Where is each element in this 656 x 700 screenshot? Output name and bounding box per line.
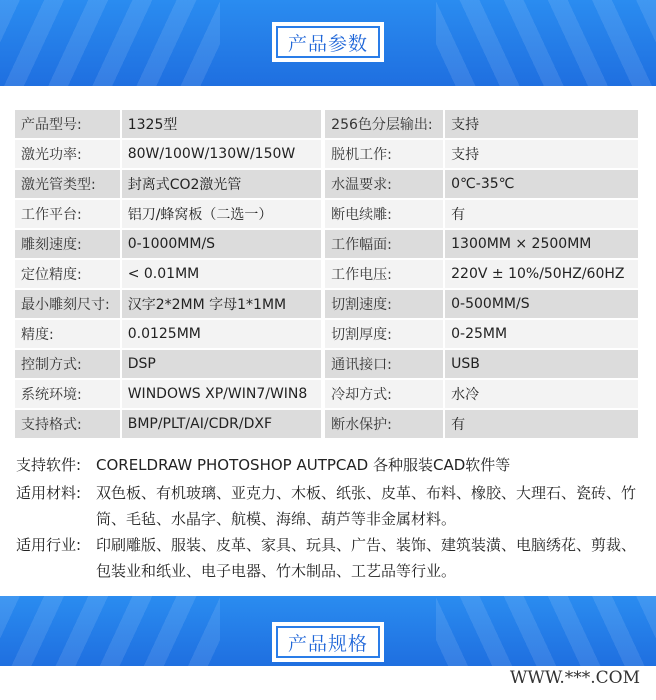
- materials-text: 双色板、有机玻璃、亚克力、木板、纸张、皮革、布料、橡胶、大理石、瓷砖、竹筒、毛毡、水晶字、航模、海绵、葫芦等非金属材料。: [96, 484, 637, 528]
- industries-label: 适用行业:: [16, 536, 82, 554]
- spec-value: 封离式CO2激光管: [120, 170, 325, 198]
- spec-label: 产品型号:: [15, 110, 120, 138]
- footer-title-box: [272, 622, 384, 662]
- spec-row: [15, 320, 638, 348]
- spec-label: 切割速度:: [325, 290, 443, 318]
- spec-value: 水冷: [443, 380, 638, 408]
- spec-value: 80W/100W/130W/150W: [120, 140, 325, 168]
- spec-value: 220V ± 10%/50HZ/60HZ: [443, 260, 638, 288]
- spec-label: 工作幅面:: [325, 230, 443, 258]
- software-text: CORELDRAW PHOTOSHOP AUTPCAD 各种服装CAD软件等: [96, 456, 511, 474]
- spec-value: 支持: [443, 140, 638, 168]
- spec-label: 工作电压:: [325, 260, 443, 288]
- spec-value: 0-1000MM/S: [120, 230, 325, 258]
- spec-row: [15, 350, 638, 378]
- spec-label: 断水保护:: [325, 410, 443, 438]
- spec-label: 激光功率:: [15, 140, 120, 168]
- materials-label: 适用材料:: [16, 484, 82, 502]
- spec-row: [15, 290, 638, 318]
- spec-value: 1300MM × 2500MM: [443, 230, 638, 258]
- spec-row: [15, 170, 638, 198]
- spec-label: 断电续雕:: [325, 200, 443, 228]
- spec-label: 通讯接口:: [325, 350, 443, 378]
- spec-value: 汉字2*2MM 字母1*1MM: [120, 290, 325, 318]
- spec-row: [15, 110, 638, 138]
- spec-label: 最小雕刻尺寸:: [15, 290, 120, 318]
- spec-row: [15, 230, 638, 258]
- software-section: [16, 452, 646, 478]
- spec-label: 冷却方式:: [325, 380, 443, 408]
- spec-value: WINDOWS XP/WIN7/WIN8: [120, 380, 325, 408]
- spec-label: 精度:: [15, 320, 120, 348]
- spec-value: 有: [443, 200, 638, 228]
- spec-value: 有: [443, 410, 638, 438]
- spec-table: [15, 108, 638, 440]
- section-title: 产品参数: [276, 26, 380, 58]
- spec-row: [15, 380, 638, 408]
- industries-text: 印刷雕版、服装、皮革、家具、玩具、广告、装饰、建筑装潢、电脑绣花、剪裁、包装业和纸业、电子电器、竹木制品、工艺品等行业。: [96, 536, 637, 580]
- spec-value: 0.0125MM: [120, 320, 325, 348]
- spec-label: 控制方式:: [15, 350, 120, 378]
- spec-value: DSP: [120, 350, 325, 378]
- spec-value: 0℃-35℃: [443, 170, 638, 198]
- spec-row: [15, 260, 638, 288]
- spec-value: BMP/PLT/AI/CDR/DXF: [120, 410, 325, 438]
- spec-label: 工作平台:: [15, 200, 120, 228]
- spec-label: 水温要求:: [325, 170, 443, 198]
- spec-label: 激光管类型:: [15, 170, 120, 198]
- spec-label: 256色分层输出:: [325, 110, 443, 138]
- spec-value: 0-500MM/S: [443, 290, 638, 318]
- spec-value: 支持: [443, 110, 638, 138]
- spec-label: 系统环境:: [15, 380, 120, 408]
- spec-value: USB: [443, 350, 638, 378]
- spec-value: 0-25MM: [443, 320, 638, 348]
- materials-section: [16, 480, 646, 532]
- spec-label: 定位精度:: [15, 260, 120, 288]
- spec-value: 1325型: [120, 110, 325, 138]
- spec-label: 支持格式:: [15, 410, 120, 438]
- spec-value: < 0.01MM: [120, 260, 325, 288]
- spec-row: [15, 200, 638, 228]
- spec-label: 切割厚度:: [325, 320, 443, 348]
- section-title-box: [272, 22, 384, 62]
- software-label: 支持软件:: [16, 456, 82, 474]
- footer-title: 产品规格: [276, 626, 380, 658]
- spec-value: 铝刀/蜂窝板（二选一）: [120, 200, 325, 228]
- industries-section: [16, 532, 646, 584]
- spec-label: 脱机工作:: [325, 140, 443, 168]
- spec-row: [15, 140, 638, 168]
- watermark-text: WWW.***.COM: [509, 668, 640, 688]
- spec-row: [15, 410, 638, 438]
- spec-label: 雕刻速度:: [15, 230, 120, 258]
